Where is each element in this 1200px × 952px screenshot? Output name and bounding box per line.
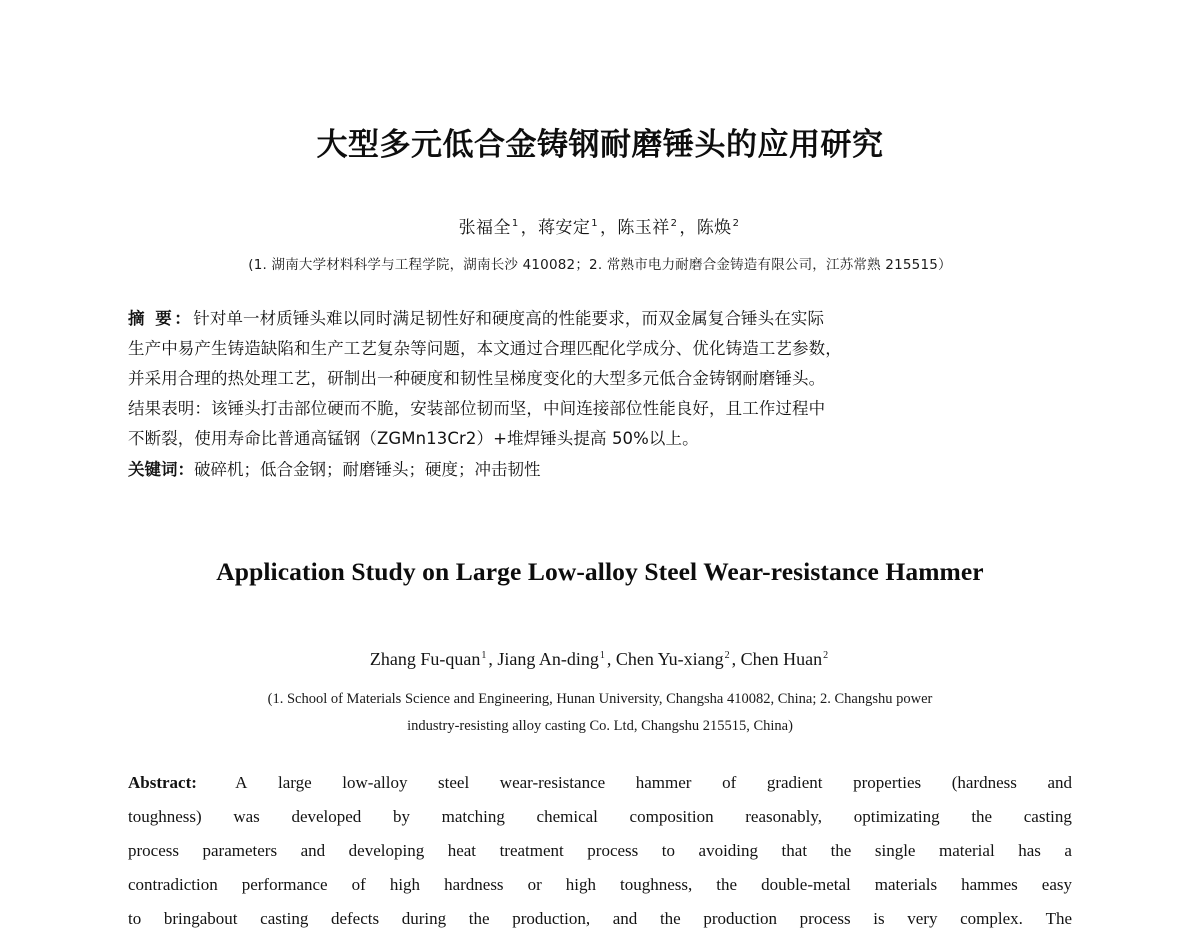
english-abstract-line <box>128 868 1072 902</box>
word: gradient <box>766 772 823 792</box>
english-abstract-label: Abstract: <box>128 772 197 792</box>
chinese-keyword: 破碎机 <box>194 459 244 479</box>
chinese-abstract <box>128 273 1072 454</box>
chinese-author-name: 蒋安定 <box>538 217 591 238</box>
word: has <box>1018 840 1041 860</box>
word: of <box>722 772 737 792</box>
chinese-author-affiliation-marker: 2 <box>732 218 740 230</box>
word: material <box>938 840 995 860</box>
chinese-author-list <box>128 165 1072 238</box>
word: heat <box>447 840 477 860</box>
word: or <box>527 874 542 894</box>
chinese-abstract-line: 生产中易产生铸造缺陷和生产工艺复杂等问题，本文通过合理匹配化学成分、优化铸造工艺参数， <box>128 338 842 358</box>
english-author-separator: , <box>731 648 741 669</box>
word: process <box>587 840 639 860</box>
english-author-name: Jiang An-ding <box>497 648 599 669</box>
chinese-keyword-separator: ； <box>326 459 343 479</box>
chinese-affiliation: (1. 湖南大学材料科学与工程学院，湖南长沙 410082；2. 常熟市电力耐磨合金铸造有限公司，江苏常熟 215515） <box>248 256 952 273</box>
word: double-metal <box>761 874 851 894</box>
word: a <box>1064 840 1072 860</box>
word: large <box>278 772 312 792</box>
word: casting <box>1023 806 1072 826</box>
chinese-author-separator: ， <box>520 217 539 238</box>
chinese-abstract-line: 不断裂，使用寿命比普通高锰钢（ZGMn13Cr2）+堆焊锤头提高 50%以上。 <box>128 428 699 448</box>
word: hardness <box>444 874 504 894</box>
word: by <box>392 806 410 826</box>
word: bringabout <box>163 908 238 928</box>
chinese-keyword-separator: ； <box>458 459 475 479</box>
english-author-separator: , <box>606 648 616 669</box>
chinese-abstract-line <box>128 304 1072 334</box>
english-abstract-line <box>128 800 1072 834</box>
word: process <box>128 840 179 860</box>
word: reasonably, <box>745 806 823 826</box>
word: production, <box>512 908 591 928</box>
word: (hardness <box>951 772 1017 792</box>
chinese-author-separator: ， <box>599 217 618 238</box>
english-affiliation <box>128 670 1072 740</box>
english-author <box>370 649 488 669</box>
word: parameters <box>202 840 278 860</box>
word: toughness) <box>128 806 202 826</box>
chinese-author-name: 张福全 <box>458 217 511 238</box>
word: The <box>1045 908 1072 928</box>
word: and <box>612 908 638 928</box>
chinese-abstract-label: 摘 要： <box>128 308 194 328</box>
english-author-name: Chen Yu-xiang <box>615 648 724 669</box>
word: that <box>781 840 808 860</box>
word: the <box>468 908 490 928</box>
chinese-keyword: 低合金钢 <box>260 459 326 479</box>
chinese-author <box>617 218 679 238</box>
word: casting <box>260 908 309 928</box>
chinese-title: 大型多元低合金铸钢耐磨锤头的应用研究 <box>316 127 884 163</box>
chinese-keywords-label: 关键词： <box>128 459 194 479</box>
word: the <box>830 840 852 860</box>
word: properties <box>853 772 922 792</box>
word: developed <box>291 806 362 826</box>
chinese-keyword: 冲击韧性 <box>474 459 541 479</box>
chinese-abstract-line: 并采用合理的热处理工艺，研制出一种硬度和韧性呈梯度变化的大型多元低合金铸钢耐磨锤头。 <box>128 368 826 388</box>
word: to <box>661 840 676 860</box>
word: toughness, <box>620 874 693 894</box>
chinese-keyword-separator: ； <box>408 459 425 479</box>
word: complex. <box>960 908 1023 928</box>
word: low-alloy <box>342 772 408 792</box>
chinese-keyword: 耐磨锤头 <box>342 459 409 479</box>
english-author-affiliation-marker: 2 <box>823 649 829 661</box>
chinese-abstract-line: 结果表明：该锤头打击部位硬而不脆，安装部位韧而坚，中间连接部位性能良好，且工作过程中 <box>128 398 826 418</box>
english-affiliation-line: (1. School of Materials Science and Engineering, Hunan University, Changsha 410082, China; 2. Changshu power <box>267 690 933 707</box>
english-author-affiliation-marker: 1 <box>599 649 605 661</box>
word: matching <box>441 806 505 826</box>
english-author-affiliation-marker: 2 <box>724 649 730 661</box>
english-title: Application Study on Large Low-alloy Steel Wear-resistance Hammer <box>216 556 984 586</box>
chinese-author-name: 陈焕 <box>696 217 732 238</box>
english-author-separator: , <box>488 648 498 669</box>
word: high <box>389 874 421 894</box>
word: treatment <box>499 840 564 860</box>
word: steel <box>438 772 470 792</box>
english-author <box>497 649 607 669</box>
english-author-name: Chen Huan <box>740 648 823 669</box>
word: hammer <box>635 772 692 792</box>
chinese-keyword: 硬度 <box>425 459 458 479</box>
chinese-author-separator: ， <box>679 217 697 238</box>
chinese-author <box>459 218 521 238</box>
word: single <box>874 840 916 860</box>
word: during <box>401 908 447 928</box>
word: is <box>873 908 885 928</box>
word: and <box>1047 772 1072 792</box>
word: performance <box>241 874 328 894</box>
word: hammes <box>961 874 1018 894</box>
english-author <box>616 649 732 669</box>
word: very <box>907 908 938 928</box>
word: of <box>351 874 366 894</box>
word: composition <box>629 806 714 826</box>
english-abstract-line <box>128 766 1072 800</box>
word: the <box>659 908 681 928</box>
word: contradiction <box>128 874 218 894</box>
word: high <box>565 874 596 894</box>
word: process <box>799 908 851 928</box>
chinese-author-affiliation-marker: 1 <box>511 218 519 230</box>
chinese-author <box>697 218 742 238</box>
word: was <box>233 806 260 826</box>
word: materials <box>874 874 938 894</box>
chinese-author-affiliation-marker: 2 <box>670 218 678 230</box>
word: the <box>971 806 993 826</box>
word: chemical <box>536 806 598 826</box>
word: defects <box>330 908 380 928</box>
word: wear-resistance <box>499 772 606 792</box>
word: to <box>128 908 142 928</box>
chinese-author <box>538 218 600 238</box>
word: production <box>703 908 778 928</box>
english-author <box>741 649 830 669</box>
chinese-author-name: 陈玉祥 <box>617 217 670 238</box>
chinese-author-affiliation-marker: 1 <box>591 218 598 230</box>
word: easy <box>1041 874 1072 894</box>
english-author-name: Zhang Fu-quan <box>369 648 481 669</box>
english-abstract-line <box>128 834 1072 868</box>
english-author-list <box>128 587 1072 670</box>
word: avoiding <box>698 840 759 860</box>
chinese-keywords <box>128 454 1072 485</box>
english-abstract-line <box>128 902 1072 936</box>
word: developing <box>348 840 425 860</box>
word: optimizating <box>853 806 940 826</box>
word: A <box>235 772 248 792</box>
chinese-keyword-separator: ； <box>243 459 260 479</box>
word: and <box>300 840 326 860</box>
english-abstract <box>128 740 1072 936</box>
english-author-affiliation-marker: 1 <box>481 649 487 661</box>
word: the <box>716 874 738 894</box>
chinese-abstract-text: 针对单一材质锤头难以同时满足韧性好和硬度高的性能要求，而双金属复合锤头在实际 <box>193 308 825 328</box>
english-affiliation-line: industry-resisting alloy casting Co. Ltd, Changshu 215515, China) <box>407 717 793 734</box>
